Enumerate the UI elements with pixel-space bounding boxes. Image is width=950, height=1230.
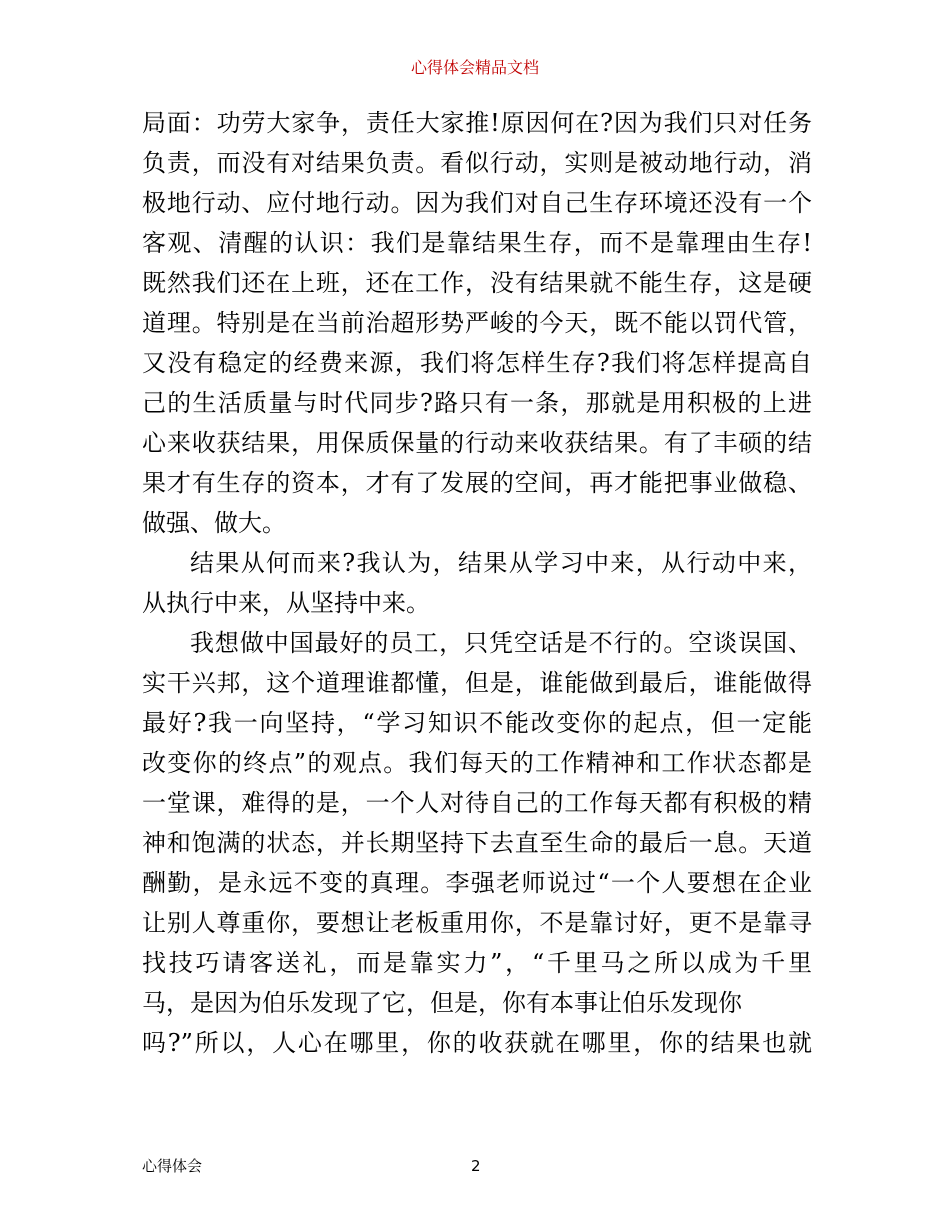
text-line: 找技巧请客送礼，而是靠实力”，“千里马之所以成为千里 [142,949,812,977]
text-line: 最好?我一向坚持，“学习知识不能改变你的起点，但一定能 [142,709,812,737]
text-line: 吗?”所以，人心在哪里，你的收获就在哪里，你的结果也就 [142,1029,812,1057]
text-line: 负责，而没有对结果负责。看似行动，实则是被动地行动，消 [142,149,812,177]
text-line: 马，是因为伯乐发现了它，但是，你有本事让伯乐发现你 [142,989,742,1017]
text-line: 改变你的终点”的观点。我们每天的工作精神和工作状态都是 [142,749,812,777]
text-line: 从执行中来，从坚持中来。 [142,589,430,617]
document-body [142,103,812,1063]
text-line: 神和饱满的状态，并长期坚持下去直至生命的最后一息。天道 [142,829,812,857]
text-line: 一堂课，难得的是，一个人对待自己的工作每天都有积极的精 [142,789,812,817]
text-line: 结果从何而来?我认为，结果从学习中来，从行动中来， [190,549,812,577]
text-line: 道理。特别是在当前治超形势严峻的今天，既不能以罚代管， [142,309,812,337]
text-line: 实干兴邦，这个道理谁都懂，但是，谁能做到最后，谁能做得 [142,669,812,697]
text-line: 极地行动、应付地行动。因为我们对自己生存环境还没有一个 [142,189,812,217]
text-line: 己的生活质量与时代同步?路只有一条，那就是用积极的上进 [142,389,812,417]
text-line: 既然我们还在上班，还在工作，没有结果就不能生存，这是硬 [142,269,812,297]
text-line: 又没有稳定的经费来源，我们将怎样生存?我们将怎样提高自 [142,349,812,377]
text-line: 酬勤，是永远不变的真理。李强老师说过“一个人要想在企业 [142,869,812,897]
text-line: 局面：功劳大家争，责任大家推!原因何在?因为我们只对任务 [142,109,812,137]
text-line: 果才有生存的资本，才有了发展的空间，再才能把事业做稳、 [142,469,812,497]
page-number: 2 [471,1157,481,1175]
footer-label: 心得体会 [142,1157,203,1175]
text-line: 让别人尊重你，要想让老板重用你，不是靠讨好，更不是靠寻 [142,909,812,937]
text-line: 我想做中国最好的员工，只凭空话是不行的。空谈误国、 [190,629,812,657]
text-line: 心来收获结果，用保质保量的行动来收获结果。有了丰硕的结 [142,429,812,457]
document-header-title: 心得体会精品文档 [410,58,539,77]
text-line: 客观、清醒的认识：我们是靠结果生存，而不是靠理由生存! [142,229,812,257]
text-line: 做强、做大。 [142,509,286,537]
